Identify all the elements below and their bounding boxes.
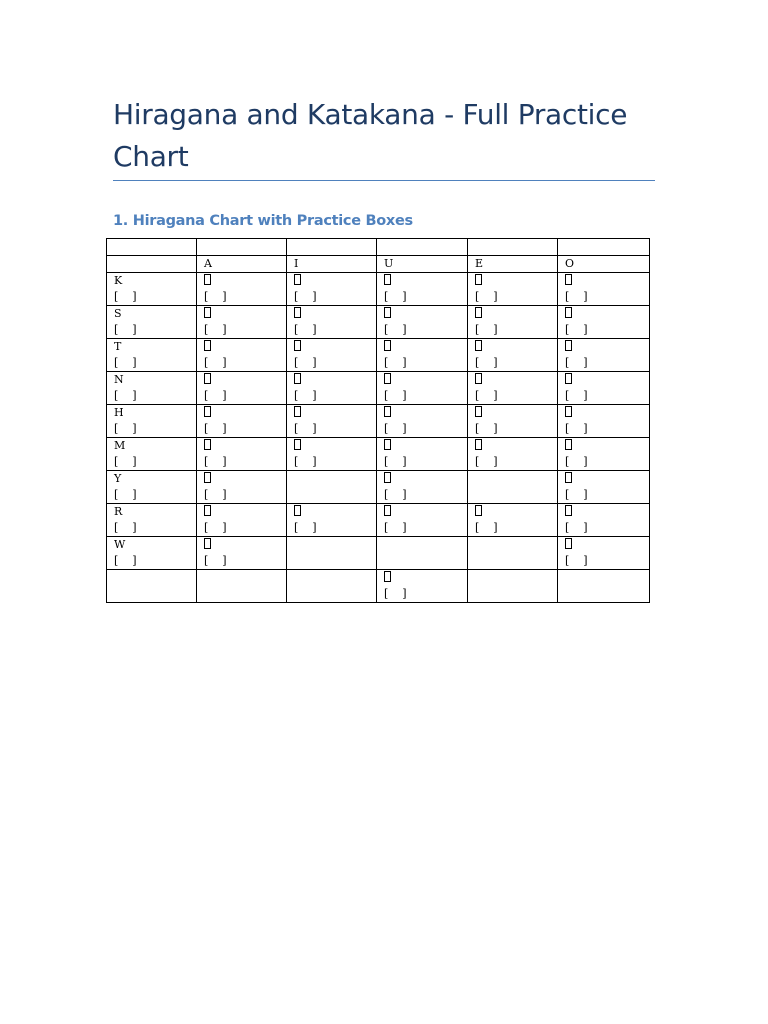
kana-cell bbox=[377, 471, 468, 504]
missing-glyph-icon bbox=[204, 406, 211, 417]
kana-cell bbox=[558, 339, 650, 372]
kana-cell bbox=[287, 537, 377, 570]
kana-glyph-line bbox=[294, 504, 376, 520]
kana-glyph-line bbox=[565, 339, 649, 355]
kana-cell bbox=[468, 438, 558, 471]
practice-box[interactable]: [ ] bbox=[114, 290, 137, 303]
kana-cell bbox=[468, 372, 558, 405]
missing-glyph-icon bbox=[204, 505, 211, 516]
kana-glyph-line bbox=[384, 570, 467, 586]
kana-cell bbox=[377, 504, 468, 537]
row-label-cell bbox=[107, 273, 197, 306]
column-header: O bbox=[558, 256, 650, 273]
section-heading: 1. Hiragana Chart with Practice Boxes bbox=[113, 213, 413, 229]
kana-cell bbox=[468, 504, 558, 537]
kana-glyph-line bbox=[294, 405, 376, 421]
missing-glyph-icon bbox=[384, 340, 391, 351]
missing-glyph-icon bbox=[565, 505, 572, 516]
practice-box[interactable]: [ ] bbox=[475, 290, 498, 303]
practice-box[interactable]: [ ] bbox=[384, 356, 407, 369]
kana-glyph-line bbox=[475, 438, 557, 454]
kana-glyph-line bbox=[475, 306, 557, 322]
missing-glyph-icon bbox=[294, 274, 301, 285]
kana-cell bbox=[468, 405, 558, 438]
practice-box[interactable]: [ ] bbox=[204, 290, 227, 303]
kana-cell bbox=[197, 537, 287, 570]
practice-box[interactable]: [ ] bbox=[475, 521, 498, 534]
row-label-cell bbox=[107, 438, 197, 471]
practice-box[interactable]: [ ] bbox=[565, 521, 588, 534]
practice-box[interactable]: [ ] bbox=[475, 323, 498, 336]
missing-glyph-icon bbox=[384, 472, 391, 483]
kana-glyph-line bbox=[565, 372, 649, 388]
kana-glyph-line bbox=[565, 306, 649, 322]
practice-box[interactable]: [ ] bbox=[565, 323, 588, 336]
title-underline bbox=[113, 180, 655, 181]
kana-cell bbox=[558, 471, 650, 504]
practice-box[interactable]: [ ] bbox=[114, 323, 137, 336]
column-header: A bbox=[197, 256, 287, 273]
table-header-row bbox=[107, 256, 650, 273]
practice-box[interactable]: [ ] bbox=[294, 521, 317, 534]
table-row bbox=[107, 306, 650, 339]
missing-glyph-icon bbox=[294, 373, 301, 384]
row-label: S bbox=[114, 307, 122, 320]
table-cell bbox=[197, 239, 287, 256]
missing-glyph-icon bbox=[565, 340, 572, 351]
table-row bbox=[107, 372, 650, 405]
kana-cell bbox=[287, 273, 377, 306]
kana-cell bbox=[377, 339, 468, 372]
kana-glyph-line bbox=[204, 372, 286, 388]
practice-box[interactable]: [ ] bbox=[294, 422, 317, 435]
practice-box[interactable]: [ ] bbox=[565, 389, 588, 402]
kana-glyph-line bbox=[294, 372, 376, 388]
kana-cell bbox=[197, 405, 287, 438]
practice-box[interactable]: [ ] bbox=[384, 323, 407, 336]
missing-glyph-icon bbox=[204, 340, 211, 351]
missing-glyph-icon bbox=[294, 439, 301, 450]
kana-cell bbox=[287, 306, 377, 339]
kana-cell bbox=[287, 504, 377, 537]
kana-glyph-line bbox=[565, 273, 649, 289]
kana-cell bbox=[468, 306, 558, 339]
practice-box[interactable]: [ ] bbox=[114, 422, 137, 435]
table-row bbox=[107, 504, 650, 537]
missing-glyph-icon bbox=[294, 406, 301, 417]
row-label-cell bbox=[107, 339, 197, 372]
kana-cell bbox=[197, 339, 287, 372]
practice-box[interactable]: [ ] bbox=[384, 488, 407, 501]
kana-cell bbox=[377, 273, 468, 306]
practice-box[interactable]: [ ] bbox=[565, 356, 588, 369]
kana-cell bbox=[287, 405, 377, 438]
missing-glyph-icon bbox=[204, 307, 211, 318]
practice-box[interactable]: [ ] bbox=[294, 389, 317, 402]
kana-glyph-line bbox=[204, 504, 286, 520]
table-row bbox=[107, 438, 650, 471]
practice-box[interactable]: [ ] bbox=[294, 323, 317, 336]
kana-glyph-line bbox=[384, 504, 467, 520]
practice-box[interactable]: [ ] bbox=[204, 554, 227, 567]
kana-glyph-line bbox=[294, 306, 376, 322]
row-label-cell bbox=[107, 570, 197, 603]
missing-glyph-icon bbox=[204, 373, 211, 384]
missing-glyph-icon bbox=[204, 439, 211, 450]
kana-glyph-line bbox=[475, 405, 557, 421]
kana-cell bbox=[287, 339, 377, 372]
missing-glyph-icon bbox=[384, 406, 391, 417]
kana-glyph-line bbox=[384, 273, 467, 289]
column-header bbox=[107, 256, 197, 273]
missing-glyph-icon bbox=[384, 307, 391, 318]
kana-cell bbox=[197, 504, 287, 537]
practice-box[interactable]: [ ] bbox=[384, 422, 407, 435]
practice-box[interactable]: [ ] bbox=[204, 521, 227, 534]
row-label-cell bbox=[107, 537, 197, 570]
practice-box[interactable]: [ ] bbox=[384, 290, 407, 303]
kana-glyph-line bbox=[384, 339, 467, 355]
column-header: U bbox=[377, 256, 468, 273]
missing-glyph-icon bbox=[565, 439, 572, 450]
table-cell bbox=[468, 239, 558, 256]
kana-glyph-line bbox=[204, 537, 286, 553]
column-header: E bbox=[468, 256, 558, 273]
missing-glyph-icon bbox=[294, 307, 301, 318]
row-label-cell bbox=[107, 471, 197, 504]
kana-glyph-line bbox=[384, 372, 467, 388]
practice-box[interactable]: [ ] bbox=[114, 521, 137, 534]
kana-cell bbox=[377, 438, 468, 471]
kana-glyph-line bbox=[294, 438, 376, 454]
table-row bbox=[107, 471, 650, 504]
missing-glyph-icon bbox=[294, 505, 301, 516]
kana-glyph-line bbox=[204, 273, 286, 289]
practice-box[interactable]: [ ] bbox=[294, 290, 317, 303]
missing-glyph-icon bbox=[565, 307, 572, 318]
practice-box[interactable]: [ ] bbox=[114, 554, 137, 567]
practice-box[interactable]: [ ] bbox=[565, 422, 588, 435]
kana-cell bbox=[377, 570, 468, 603]
kana-cell bbox=[287, 438, 377, 471]
missing-glyph-icon bbox=[294, 340, 301, 351]
kana-cell bbox=[197, 372, 287, 405]
row-label-cell bbox=[107, 504, 197, 537]
kana-glyph-line bbox=[204, 306, 286, 322]
missing-glyph-icon bbox=[204, 538, 211, 549]
kana-glyph-line bbox=[204, 471, 286, 487]
kana-cell bbox=[558, 273, 650, 306]
practice-box[interactable]: [ ] bbox=[204, 422, 227, 435]
kana-cell bbox=[468, 537, 558, 570]
kana-glyph-line bbox=[565, 504, 649, 520]
practice-box[interactable]: [ ] bbox=[475, 389, 498, 402]
kana-glyph-line bbox=[384, 306, 467, 322]
practice-box[interactable]: [ ] bbox=[384, 455, 407, 468]
table-row bbox=[107, 570, 650, 603]
row-label-cell bbox=[107, 405, 197, 438]
practice-box[interactable]: [ ] bbox=[204, 389, 227, 402]
missing-glyph-icon bbox=[565, 538, 572, 549]
kana-cell bbox=[377, 405, 468, 438]
kana-cell bbox=[558, 537, 650, 570]
practice-box[interactable]: [ ] bbox=[565, 290, 588, 303]
missing-glyph-icon bbox=[565, 373, 572, 384]
kana-cell bbox=[287, 471, 377, 504]
table-body bbox=[107, 239, 650, 603]
kana-cell bbox=[558, 438, 650, 471]
practice-box[interactable]: [ ] bbox=[384, 587, 407, 600]
kana-glyph-line bbox=[294, 339, 376, 355]
row-label-cell bbox=[107, 306, 197, 339]
practice-box[interactable]: [ ] bbox=[565, 488, 588, 501]
kana-glyph-line bbox=[565, 405, 649, 421]
missing-glyph-icon bbox=[204, 472, 211, 483]
kana-glyph-line bbox=[565, 438, 649, 454]
practice-box[interactable]: [ ] bbox=[204, 455, 227, 468]
practice-box[interactable]: [ ] bbox=[114, 455, 137, 468]
kana-cell bbox=[468, 471, 558, 504]
kana-cell bbox=[558, 405, 650, 438]
kana-glyph-line bbox=[204, 405, 286, 421]
missing-glyph-icon bbox=[384, 439, 391, 450]
missing-glyph-icon bbox=[475, 307, 482, 318]
kana-glyph-line bbox=[475, 273, 557, 289]
missing-glyph-icon bbox=[565, 274, 572, 285]
row-label: M bbox=[114, 439, 126, 452]
practice-box[interactable]: [ ] bbox=[565, 554, 588, 567]
kana-glyph-line bbox=[565, 471, 649, 487]
practice-box[interactable]: [ ] bbox=[114, 356, 137, 369]
missing-glyph-icon bbox=[475, 505, 482, 516]
practice-box[interactable]: [ ] bbox=[475, 455, 498, 468]
row-label: W bbox=[114, 538, 126, 551]
missing-glyph-icon bbox=[565, 406, 572, 417]
missing-glyph-icon bbox=[384, 505, 391, 516]
kana-cell bbox=[197, 438, 287, 471]
kana-glyph-line bbox=[204, 339, 286, 355]
practice-box[interactable]: [ ] bbox=[204, 356, 227, 369]
missing-glyph-icon bbox=[475, 439, 482, 450]
kana-cell bbox=[558, 306, 650, 339]
kana-cell bbox=[287, 372, 377, 405]
row-label: R bbox=[114, 505, 123, 518]
row-label: K bbox=[114, 274, 123, 287]
kana-cell bbox=[558, 504, 650, 537]
practice-box[interactable]: [ ] bbox=[114, 488, 137, 501]
missing-glyph-icon bbox=[384, 274, 391, 285]
table-blank-row bbox=[107, 239, 650, 256]
kana-cell bbox=[197, 471, 287, 504]
document-title: Hiragana and Katakana - Full Practice Chart bbox=[113, 98, 628, 173]
kana-cell bbox=[377, 537, 468, 570]
missing-glyph-icon bbox=[384, 373, 391, 384]
missing-glyph-icon bbox=[204, 274, 211, 285]
column-header: I bbox=[287, 256, 377, 273]
kana-glyph-line bbox=[384, 438, 467, 454]
kana-cell bbox=[468, 570, 558, 603]
table-row bbox=[107, 405, 650, 438]
table-cell bbox=[377, 239, 468, 256]
missing-glyph-icon bbox=[475, 406, 482, 417]
kana-glyph-line bbox=[384, 405, 467, 421]
practice-box[interactable]: [ ] bbox=[384, 389, 407, 402]
practice-box[interactable]: [ ] bbox=[294, 455, 317, 468]
kana-glyph-line bbox=[294, 273, 376, 289]
kana-glyph-line bbox=[204, 438, 286, 454]
table-cell bbox=[107, 239, 197, 256]
missing-glyph-icon bbox=[475, 373, 482, 384]
kana-cell bbox=[468, 339, 558, 372]
kana-cell bbox=[377, 372, 468, 405]
row-label-cell bbox=[107, 372, 197, 405]
practice-box[interactable]: [ ] bbox=[475, 422, 498, 435]
kana-glyph-line bbox=[475, 339, 557, 355]
kana-glyph-line bbox=[384, 471, 467, 487]
table-cell bbox=[287, 239, 377, 256]
practice-box[interactable]: [ ] bbox=[475, 356, 498, 369]
kana-cell bbox=[377, 306, 468, 339]
table-cell bbox=[558, 239, 650, 256]
practice-box[interactable]: [ ] bbox=[565, 455, 588, 468]
row-label: Y bbox=[114, 472, 122, 485]
kana-cell bbox=[558, 570, 650, 603]
practice-box[interactable]: [ ] bbox=[204, 488, 227, 501]
missing-glyph-icon bbox=[475, 340, 482, 351]
hiragana-practice-table bbox=[106, 238, 650, 603]
kana-glyph-line bbox=[475, 372, 557, 388]
table-row bbox=[107, 537, 650, 570]
missing-glyph-icon bbox=[475, 274, 482, 285]
practice-box[interactable]: [ ] bbox=[384, 521, 407, 534]
row-label: T bbox=[114, 340, 122, 353]
missing-glyph-icon bbox=[565, 472, 572, 483]
practice-box[interactable]: [ ] bbox=[204, 323, 227, 336]
kana-cell bbox=[197, 273, 287, 306]
kana-cell bbox=[558, 372, 650, 405]
row-label: N bbox=[114, 373, 124, 386]
missing-glyph-icon bbox=[384, 571, 391, 582]
kana-cell bbox=[197, 570, 287, 603]
kana-glyph-line bbox=[565, 537, 649, 553]
table-row bbox=[107, 273, 650, 306]
kana-cell bbox=[468, 273, 558, 306]
kana-cell bbox=[287, 570, 377, 603]
kana-glyph-line bbox=[475, 504, 557, 520]
table-row bbox=[107, 339, 650, 372]
practice-box[interactable]: [ ] bbox=[294, 356, 317, 369]
practice-box[interactable]: [ ] bbox=[114, 389, 137, 402]
row-label: H bbox=[114, 406, 124, 419]
kana-cell bbox=[197, 306, 287, 339]
